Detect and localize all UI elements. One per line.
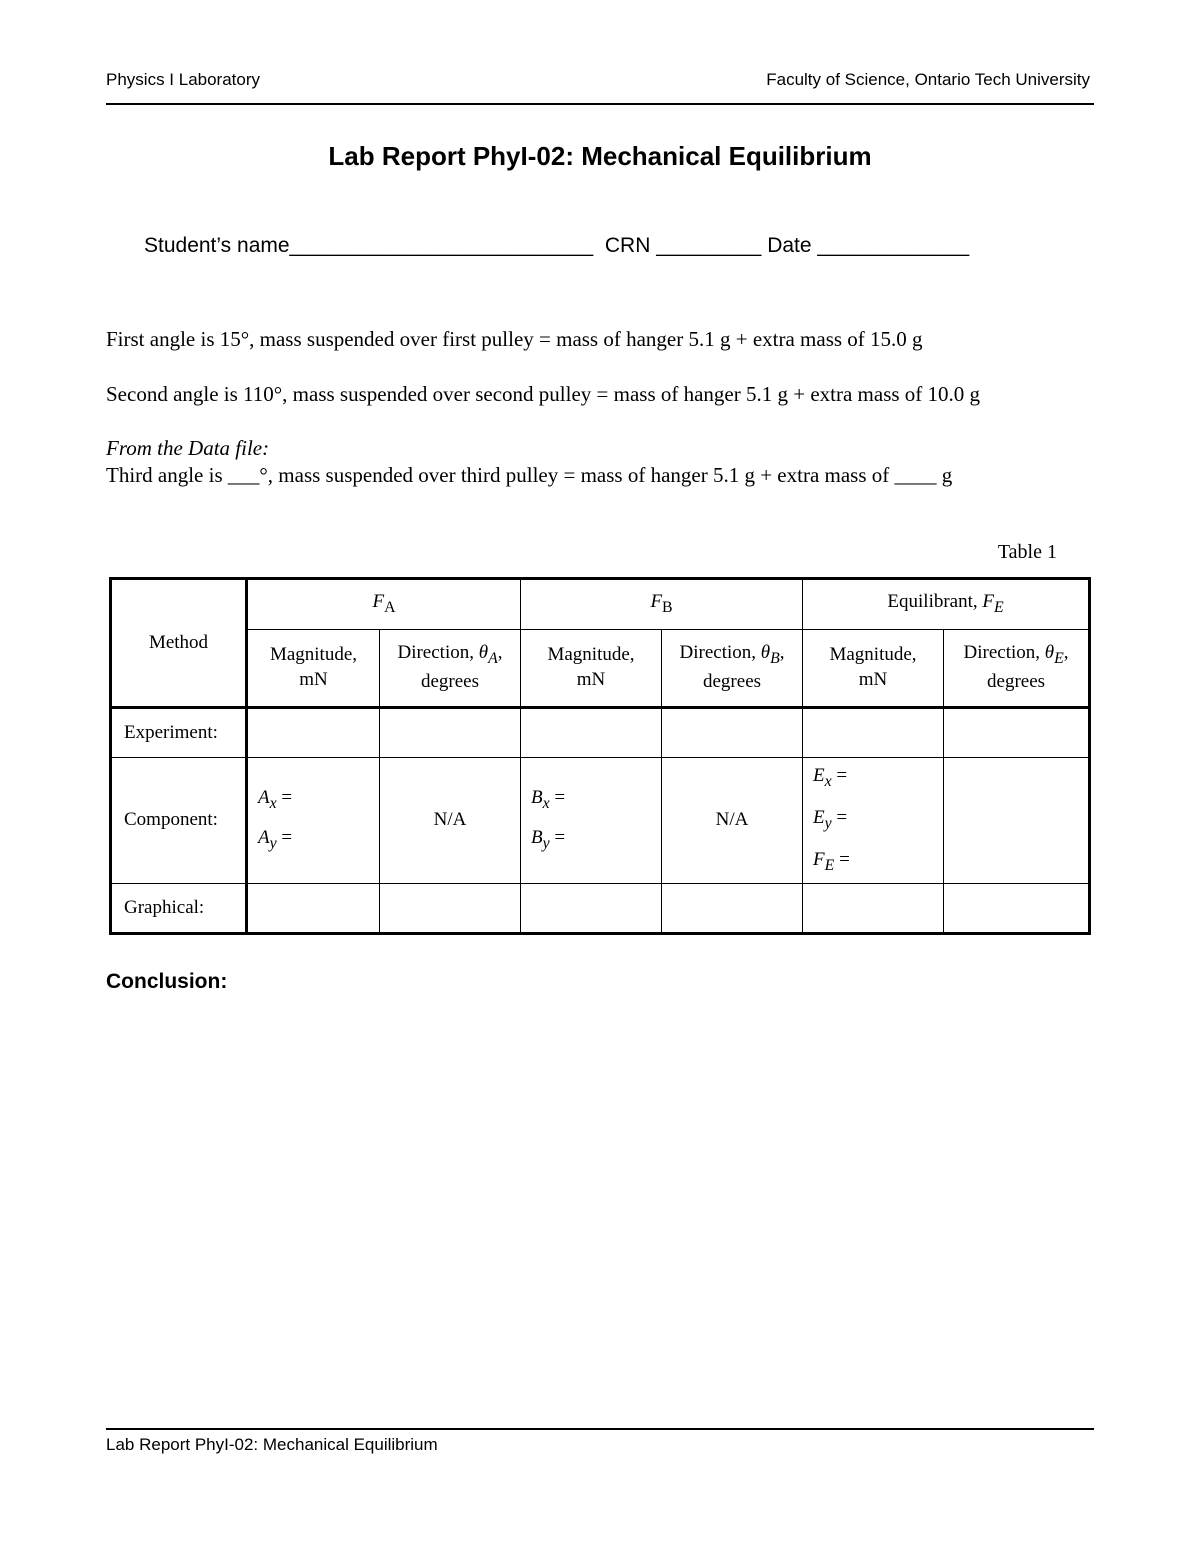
footer-divider bbox=[106, 1428, 1094, 1430]
table-cell[interactable] bbox=[662, 708, 803, 758]
row-label-graphical: Graphical: bbox=[111, 884, 247, 934]
conclusion-heading: Conclusion: bbox=[106, 970, 228, 993]
third-angle-line: Third angle is ___°, mass suspended over third pulley = mass of hanger 5.1 g + extra mass of ____ g bbox=[106, 463, 953, 487]
footer-text: Lab Report PhyI-02: Mechanical Equilibrium bbox=[106, 1435, 438, 1454]
student-name-label: Student’s name bbox=[144, 234, 290, 257]
table-cell[interactable] bbox=[944, 758, 1090, 884]
na-cell-b: N/A bbox=[662, 758, 803, 884]
b-components-cell[interactable]: $B_x$ = $B_y$ = bbox=[521, 758, 662, 884]
table-cell[interactable] bbox=[380, 884, 521, 934]
table-cell[interactable] bbox=[944, 708, 1090, 758]
results-table bbox=[109, 577, 1091, 935]
e-components-cell[interactable]: $E_x$ = $E_y$ = $F_E$ = bbox=[803, 758, 944, 884]
fa-direction-header: Direction, $\theta_A$, degrees bbox=[380, 630, 521, 708]
table-caption: Table 1 bbox=[997, 541, 1057, 563]
crn-label: CRN bbox=[604, 234, 651, 257]
table-row-graphical bbox=[111, 884, 1090, 934]
table-cell[interactable] bbox=[247, 708, 380, 758]
fa-header: $F_A$ bbox=[247, 579, 521, 630]
page-title: Lab Report PhyI-02: Mechanical Equilibrium bbox=[328, 141, 872, 171]
fb-header: $F_B$ bbox=[521, 579, 803, 630]
student-name-blank[interactable]: __________________________ bbox=[289, 234, 594, 257]
table-row-experiment bbox=[111, 708, 1090, 758]
table-cell[interactable] bbox=[803, 708, 944, 758]
a-components-cell[interactable]: $A_x$ = $A_y$ = bbox=[247, 758, 380, 884]
row-label-component: Component: bbox=[111, 758, 247, 884]
date-blank[interactable]: _____________ bbox=[817, 234, 970, 257]
fb-direction-header: Direction, $\theta_B$, degrees bbox=[662, 630, 803, 708]
second-angle-line: Second angle is 110°, mass suspended over second pulley = mass of hanger 5.1 g + extra mass of 10.0 g bbox=[106, 382, 981, 406]
table-cell[interactable] bbox=[803, 884, 944, 934]
equilibrant-header: Equilibrant, $F_E$ bbox=[803, 579, 1090, 630]
table-row-component bbox=[111, 758, 1090, 884]
fe-direction-header: Direction, $\theta_E$, degrees bbox=[944, 630, 1090, 708]
header-faculty: Faculty of Science, Ontario Tech University bbox=[766, 70, 1090, 89]
first-angle-line: First angle is 15°, mass suspended over first pulley = mass of hanger 5.1 g + extra mass of 15.0 g bbox=[106, 327, 923, 351]
na-cell-a: N/A bbox=[380, 758, 521, 884]
table-cell[interactable] bbox=[521, 884, 662, 934]
header-divider bbox=[106, 103, 1094, 105]
crn-blank[interactable]: _________ bbox=[656, 234, 762, 257]
row-label-experiment: Experiment: bbox=[111, 708, 247, 758]
table-cell[interactable] bbox=[247, 884, 380, 934]
table-cell[interactable] bbox=[521, 708, 662, 758]
fe-magnitude-header: Magnitude, mN bbox=[803, 630, 944, 708]
fb-magnitude-header: Magnitude, mN bbox=[521, 630, 662, 708]
method-header: Method bbox=[111, 579, 247, 708]
table-cell[interactable] bbox=[662, 884, 803, 934]
header-course: Physics I Laboratory bbox=[106, 70, 261, 89]
data-file-label: From the Data file: bbox=[106, 436, 270, 460]
date-label: Date bbox=[767, 234, 812, 257]
table-cell[interactable] bbox=[380, 708, 521, 758]
fa-magnitude-header: Magnitude, mN bbox=[247, 630, 380, 708]
table-cell[interactable] bbox=[944, 884, 1090, 934]
student-info-line bbox=[144, 234, 969, 258]
